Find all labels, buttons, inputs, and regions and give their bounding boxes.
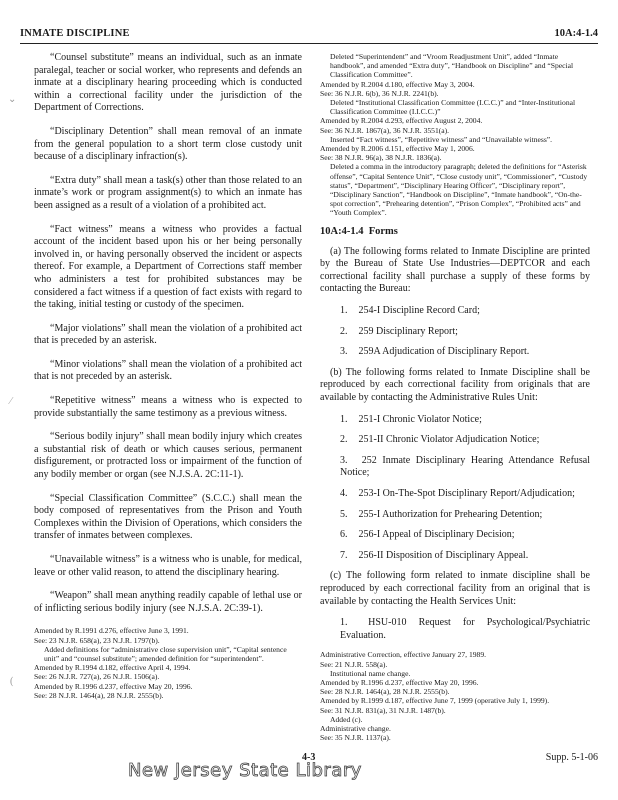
definition-serious-bodily-injury: “Serious bodily injury” shall mean bodily injury which creates a substantial risk of death or which causes serious, permanent disfigurement, or protracted loss or impairment of the function of any bodily member or organ (see N.J.S.A. 2C:11-1). — [34, 431, 302, 481]
amendment-history — [34, 626, 302, 700]
history-line: Amended by R.1991 d.276, effective June 3, 1991. — [34, 626, 189, 636]
definition-weapon: “Weapon” shall mean anything readily capable of lethal use or of inflicting serious bodily injury (see N.J.S.A. 2C:39-1). — [34, 590, 302, 614]
list-item-text: 259A Adjudication of Disciplinary Report. — [358, 346, 530, 358]
history-line: See: 36 N.J.R. 1867(a), 36 N.J.R. 3551(a). — [320, 125, 450, 135]
list-item — [320, 617, 590, 642]
list-item — [320, 434, 590, 447]
list-item — [320, 550, 590, 563]
history-line: Administrative change. — [320, 723, 391, 733]
history-line: Amended by R.2004 d.293, effective August 2, 2004. — [320, 116, 483, 126]
list-item-text: HSU-010 Request for Psychological/Psychiatric Evaluation. — [340, 617, 591, 641]
margin-mark-icon: ⁄ — [10, 396, 12, 407]
list-item-text: 255-I Authorization for Prehearing Detention; — [358, 508, 543, 520]
paragraph-a: (a) The following forms related to Inmate Discipline are printed by the Bureau of State Use Industries—DEPTCOR and each correctional facility shall purchase a supply of these forms by contacting the Bureau: — [320, 245, 590, 295]
history-note: Added definitions for “administrative close supervision unit”, “Capital sentence unit” and “counsel substitute”; amended definition for “superintendent”. — [44, 644, 287, 663]
list-item — [320, 346, 590, 359]
amendment-history — [320, 650, 590, 742]
right-column — [320, 52, 590, 742]
section-heading-title: Forms — [368, 225, 398, 237]
page-header — [20, 28, 598, 42]
history-note: Added (c). — [330, 714, 363, 724]
forms-list-b — [320, 414, 590, 563]
history-line: Amended by R.1996 d.237, effective May 20, 1996. — [34, 681, 193, 691]
definition-repetitive-witness: “Repetitive witness” means a witness who is expected to provide substantially the same testimony as a previous witness. — [34, 395, 302, 419]
history-note: Inserted “Fact witness”, “Repetitive witness” and “Unavailable witness”. — [330, 134, 553, 144]
list-item-number: 1. — [340, 617, 348, 629]
list-item — [320, 509, 590, 522]
list-item-number: 1. — [340, 305, 348, 317]
list-item-number: 4. — [340, 487, 348, 499]
history-line: See: 38 N.J.R. 96(a), 38 N.J.R. 1836(a). — [320, 153, 442, 163]
list-item-text: 256-II Disposition of Disciplinary Appeal. — [358, 549, 529, 561]
history-line: Administrative Correction, effective January 27, 1989. — [320, 650, 487, 660]
chapter-title: INMATE DISCIPLINE — [20, 28, 130, 39]
list-item — [320, 529, 590, 542]
list-item-text: 256-I Appeal of Disciplinary Decision; — [358, 529, 515, 541]
definition-fact-witness: “Fact witness” means a witness who provides a factual account of the incident based upon his or her being personally involved in, or having personally observed the incident or aspects thereof. For example, a Department of Corrections staff member who administers a test for prohibited substances may be considered a fact witness if a question of fact exists with regard to the taking, initial testing or custody of the specimen. — [34, 223, 302, 311]
library-watermark: New Jersey State Library — [128, 760, 362, 781]
list-item-number: 1. — [340, 413, 348, 425]
history-line: Amended by R.1999 d.187, effective June 7, 1999 (operative July 1, 1999). — [320, 696, 550, 706]
definition-minor-violations: “Minor violations” shall mean the violation of a prohibited act that is not preceded by an asterisk. — [34, 358, 302, 383]
definition-counsel-substitute: “Counsel substitute” means an individual, such as an inmate paralegal, teacher or social worker, who represents and defends an inmate at a disciplinary hearing proceeding which is conducted within a correctional facility under the jurisdiction of the Department of Corrections. — [34, 52, 302, 114]
list-item-text: 251-II Chronic Violator Adjudication Notice; — [358, 434, 540, 446]
paragraph-c: (c) The following form related to inmate discipline shall be reproduced by each correctional facility from an original that is available by contacting the Health Services Unit: — [320, 570, 590, 607]
history-note: Deleted a comma in the introductory paragraph; deleted the definitions for “Asterisk offense”, “Capital Sentence Unit”, “Close custody unit”, “Commissioner”, “Custody status”, “Department”, “Disciplinary Hearing Officer”, “Disciplinary report”, “Disciplinary Sanction”, “Handbook on Discipline”, “Inmate handbook”, “On-the-spot correction”, “Prehearing detention”, “Prison Complex”, “Prohibited acts” and “Youth Complex”. — [330, 162, 588, 218]
left-column — [34, 52, 302, 700]
list-item-text: 252 Inmate Disciplinary Hearing Attendance Refusal Notice; — [340, 454, 591, 479]
history-line: Amended by R.1994 d.182, effective April 4, 1994. — [34, 663, 191, 673]
forms-list-a — [320, 305, 590, 359]
list-item — [320, 488, 590, 501]
definition-disciplinary-detention: “Disciplinary Detention” shall mean removal of an inmate from the general population to a short term close custody unit because of a disciplinary infraction(s). — [34, 125, 302, 163]
history-line: Amended by R.2006 d.151, effective May 1, 2006. — [320, 144, 475, 154]
history-note: Institutional name change. — [330, 668, 411, 678]
history-line: See: 28 N.J.R. 1464(a), 28 N.J.R. 2555(b). — [34, 690, 164, 700]
list-item-text: 254-I Discipline Record Card; — [358, 305, 480, 317]
history-note: Deleted “Institutional Classification Committee (I.C.C.)” and “Inter-Institutional Classification Committee (I.I.C.C.)” — [330, 98, 576, 117]
definition-special-classification-committee: “Special Classification Committee” (S.C.C.) shall mean the body composed of representatives from the Prison and Youth Complexes within the Division of Operations, which considers the transfer of inmates between complexes. — [34, 492, 302, 542]
supplement-date: Supp. 5-1-06 — [545, 752, 598, 763]
definition-major-violations: “Major violations” shall mean the violation of a prohibited act that is preceded by an asterisk. — [34, 322, 302, 347]
history-line: See: 26 N.J.R. 727(a), 26 N.J.R. 1506(a). — [34, 672, 160, 682]
list-item-text: 251-I Chronic Violator Notice; — [358, 413, 482, 425]
list-item-number: 7. — [340, 549, 348, 561]
list-item-number: 2. — [340, 434, 348, 446]
page-number: 4-3 — [302, 752, 316, 763]
margin-mark-icon: ( — [10, 676, 14, 687]
history-line: See: 28 N.J.R. 1464(a), 28 N.J.R. 2555(b). — [320, 687, 450, 697]
paragraph-b: (b) The following forms related to Inmate Discipline shall be reproduced by each correctional facility from originals that are available by contacting the Administrative Rules Unit: — [320, 366, 590, 403]
history-line: See: 31 N.J.R. 831(a), 31 N.J.R. 1487(b). — [320, 705, 446, 715]
definition-unavailable-witness: “Unavailable witness” is a witness who is unable, for medical, leave or other valid reason, to attend the disciplinary hearing. — [34, 554, 302, 578]
section-heading-number: 10A:4-1.4 — [320, 225, 364, 237]
definition-extra-duty: “Extra duty” shall mean a task(s) other than those related to an inmate’s work or program assignment(s) to which an inmate has been assigned as a result of a violation of a prohibited act. — [34, 174, 302, 211]
forms-list-c — [320, 617, 590, 642]
list-item — [320, 414, 590, 427]
list-item — [320, 326, 590, 339]
amendment-history — [320, 52, 590, 218]
section-heading — [320, 226, 590, 237]
list-item-number: 2. — [340, 325, 348, 337]
list-item-number: 5. — [340, 508, 348, 520]
list-item — [320, 455, 590, 480]
list-item — [320, 305, 590, 318]
list-item-number: 3. — [340, 346, 348, 358]
list-item-text: 253-I On-The-Spot Disciplinary Report/Adjudication; — [358, 487, 575, 499]
list-item-text: 259 Disciplinary Report; — [358, 325, 458, 337]
history-line: See: 35 N.J.R. 1137(a). — [320, 733, 391, 743]
header-rule — [20, 43, 598, 44]
list-item-number: 6. — [340, 529, 348, 541]
history-line: See: 21 N.J.R. 558(a). — [320, 659, 388, 669]
history-line: See: 36 N.J.R. 6(b), 36 N.J.R. 2241(b). — [320, 88, 439, 98]
section-number: 10A:4-1.4 — [554, 28, 598, 39]
history-line: See: 23 N.J.R. 658(a), 23 N.J.R. 1797(b). — [34, 635, 160, 645]
history-line: Amended by R.1996 d.237, effective May 20, 1996. — [320, 677, 479, 687]
list-item-number: 3. — [340, 454, 348, 466]
history-note: Deleted “Superintendent” and “Vroom Readjustment Unit”, added “Inmate handbook”, and amended “Extra duty”, “Handbook on Discipline” and “Special Classification Committee”. — [330, 52, 574, 80]
margin-mark-icon: ⌄ — [8, 94, 17, 105]
history-line: Amended by R.2004 d.180, effective May 3, 2004. — [320, 79, 475, 89]
page-footer — [20, 752, 598, 792]
definitions-list — [34, 52, 302, 615]
